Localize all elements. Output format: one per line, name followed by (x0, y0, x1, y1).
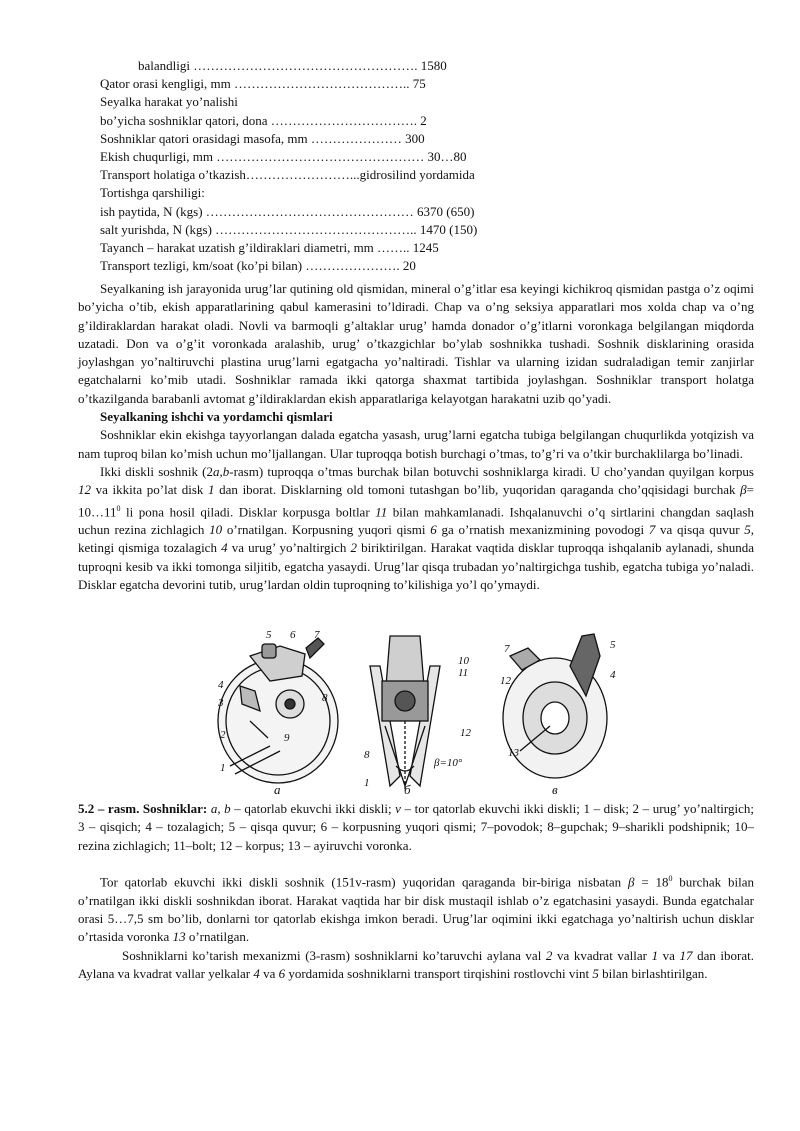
main-text (78, 280, 754, 594)
paragraph: Tor qatorlab ekuvchi ikki diskli soshnik (151v-rasm) yuqoridan qaraganda bir-biriga nisbatan $\beta = 18^0$ burchak bilan o’rnatilgan ikki diskli soshnikdan iborat. Harakat vaqtida har bir disk mustaqil ishlab o’z egatchasini yasaydi. Bunda egatchalar orasi 5…7,5 sm bo’lib, donlarni tor qatorlab ekishga imkon beradi. Urug’lar oqimini ikki egatchaga yo’naltirish uchun disklar o’rtasida voronka 13 o’rnatilgan. (78, 874, 754, 945)
fig-label: 5 (266, 629, 272, 641)
spec-line: Qator orasi kengligi, mm ………………………………….. 75 (100, 76, 426, 92)
fig-label: 8 (322, 692, 328, 704)
spec-line: balandligi ……………………………………………. 1580 (138, 58, 447, 73)
fig-label: 4 (610, 669, 616, 681)
spec-line: Seyalka harakat yo’nalishi (100, 94, 238, 110)
coulter-drawing (210, 626, 620, 796)
spec-line: Transport tezligi, km/soat (ko’pi bilan) …………………. 20 (100, 258, 416, 274)
fig-label: 8 (364, 749, 370, 761)
spec-line: Ekish chuqurligi, mm ………………………………………… 30…80 (100, 149, 467, 165)
fig-label: 12 (500, 675, 511, 687)
figure-b-coulter-section (370, 636, 440, 791)
fig-label: 9 (284, 732, 290, 744)
paragraph: Soshniklarni ko’tarish mexanizmi (3-rasm) soshniklarni ko’taruvchi aylana val 2 va kvadrat vallar 1 va 17 dan iborat. Aylana va kvadrat vallar yelkalar 4 va 6 yordamida soshniklarni transport tirqishini rostlovchi vint 5 bilan birlashtirilgan. (78, 947, 755, 981)
fig-label: 3 (218, 697, 224, 709)
paragraph: Soshniklar ekin ekishga tayyorlangan dalada egatcha yasash, urug’larni egatcha tubiga belgilangan chuqurlikda yotqizish va nam tuproq bilan ko’mish uchun mo’ljallangan. Ular tuproqqa botish burchagi o’tmas, to’g’ri va o’tkir burchaklilarga bo’linadi. (78, 427, 754, 461)
specifications-list (100, 57, 720, 275)
fig-sublabel-b: б (404, 782, 411, 796)
coulter-figure (210, 626, 620, 796)
spec-line: Tortishga qarshiligi: (100, 185, 205, 201)
spec-line: salt yurishda, N (kgs) ……………………………………….. 1470 (150) (100, 221, 478, 237)
fig-label: 7 (504, 643, 510, 655)
fig-label: 10 (458, 655, 469, 667)
spec-line: bo’yicha soshniklar qatori, dona ……………………………. 2 (100, 112, 427, 128)
spec-line: Tayanch – harakat uzatish g’ildiraklari diametri, mm …….. 1245 (100, 240, 439, 256)
fig-label: 4 (218, 679, 224, 691)
fig-label: β=10° (434, 757, 463, 769)
fig-label: 12 (460, 727, 471, 739)
figure-caption: 5.2 – rasm. Soshniklar: a, b – qatorlab ekuvchi ikki diskli; v – tor qatorlab ekuvchi ikki diskli; 1 – disk; 2 – urug’ yo’naltirgich; 3 – qisqich; 4 – tozalagich; 5 – qisqa quvur; 6 – korpusning yuqori qismi; 7–povodok; 8–gupchak; 9–sharikli podshipnik; 10–rezina zichlagich; 11–bolt; 12 – korpus; 13 – ayiruvchi voronka. (78, 801, 755, 853)
spec-line: Soshniklar qatori orasidagi masofa, mm ………………… 300 (100, 130, 425, 146)
fig-label: 1 (220, 762, 226, 774)
fig-label: 1 (364, 777, 370, 789)
fig-sublabel-c: в (552, 782, 558, 796)
fig-label: 13 (508, 747, 519, 759)
fig-label: 2 (220, 729, 226, 741)
section-heading: Seyalkaning ishchi va yordamchi qismlari (100, 409, 333, 425)
main-text-continued (78, 870, 754, 983)
paragraph: Ikki diskli soshnik (2a,b-rasm) tuproqqa o’tmas burchak bilan botuvchi soshniklarga kiradi. U cho’yandan quyilgan korpus 12 va ikkita po’lat disk 1 dan iborat. Disklarning old tomoni tutashgan bo’lib, yuqoridan qaraganda cho’qqisidagi burchak $\beta= 10\dots 11^0$ li pona hosil qiladi. Disklar korpusga boltlar 11 bilan mahkamlanadi. Ishqalanuvchi o’q sirtlarini changdan saqlash uchun rezina zichlagich 10 o’rnatilgan. Korpusning yuqori qismi 6 ga o’rnatish mexanizmining povodogi 7 va qisqa quvur 5, ketingi qismiga tozalagich 4 va urug’ yo’naltirgich 2 biriktirilgan. Harakat vaqtida disklar tuproqqa ishqalanib aylanadi, shunda tuproqni kesib va ikki tomonga siljitib, egatcha yasaydi. Urug’lar qisqa trubadan yo’naltirgichga tushib, egatcha tubiga yo’naladi. Disklar egatcha devorini tutib, urug’lardan oldin tuproqning to’kilishiga yo’l qo’ymaydi. (78, 463, 754, 593)
fig-label: 11 (458, 667, 469, 679)
fig-sublabel-a: a (274, 782, 281, 796)
fig-label: 6 (290, 629, 296, 641)
spec-line: ish paytida, N (kgs) ………………………………………… 6370 (650) (100, 203, 475, 219)
fig-label: 5 (610, 639, 616, 651)
figure-a-double-disc-coulter (218, 638, 338, 783)
fig-label: 7 (314, 629, 320, 641)
paragraph: Seyalkaning ish jarayonida urug’lar qutining old qismidan, mineral o’g’itlar esa keyingi kichikroq qismidan pastga o’z oqimi bo’yicha o’tib, ekish apparatlarining qabul kamerasini to’ldiradi. Chap va o’ng seksiya apparatlari mos xolda chap va o’ng g’ildiraklardan harakat oladi. Novli va barmoqli g’altaklar urug’ hamda donador o’g’itlarni voronkaga belgilangan miqdorda uzatadi. Don va o’g’it voronkada aralashib, urug’ o’tkazgichlar bo’ylab soshnikka tushadi. Soshnik disklarining orasida joylashgan yo’naltiruvchi plastina urug’larni egatgacha yo’naltiradi. Tishlar va ularning izidan sudraladigan temir zanjirlar egatchalarni ko’mib utadi. Soshniklar ramada ikki qatorga shaxmat tartibida joylashgan. Soshniklar transport holatga o’tkazilganda barabanli avtomat g’ildiraklardan ekish apparatlariga kelayotgan harakatni uzib qo’yadi. (78, 281, 754, 406)
spec-line: Transport holatiga o’tkazish……………………...gidrosilind yordamida (100, 167, 475, 183)
